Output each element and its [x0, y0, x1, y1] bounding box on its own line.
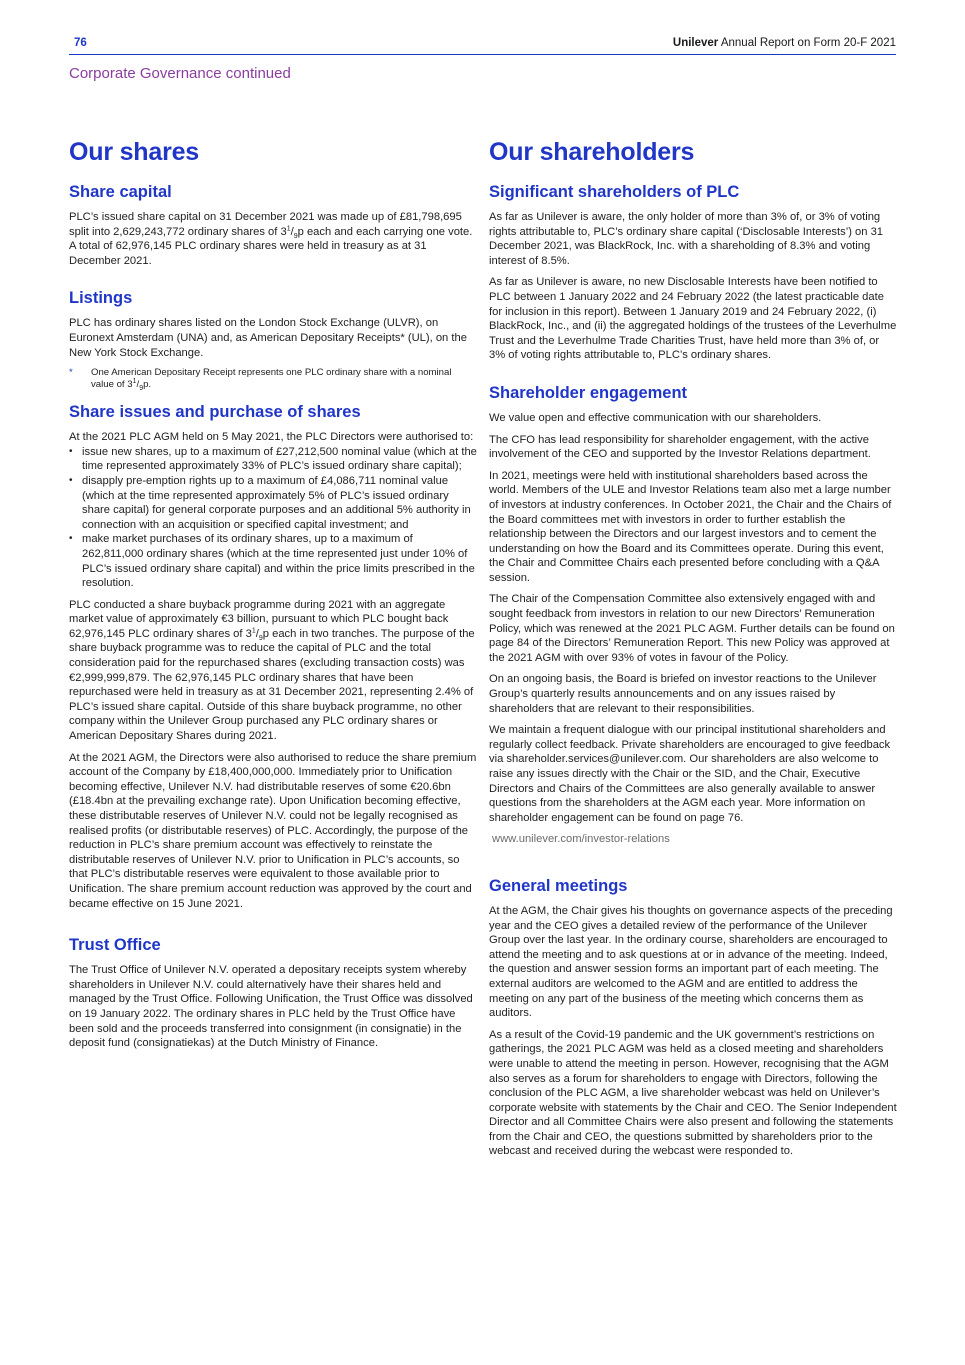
significant-paragraph-2: As far as Unilever is aware, no new Disclosable Interests have been notified to PLC between 1 January 2022 and 24 February 2022 (the latest practicable date for inclusion in this report). Between 1 January 2019 and 24 February 2022, (i) BlackRock, Inc., and (ii) the aggregated holdings of the trustees of the Leverhulme Trust and the Leverhulme Trade Charities Trust, have held more than 3% of, or 3% of voting rights attributable to, PLC’s ordinary shares. — [489, 276, 897, 362]
general-meetings-paragraph-2: As a result of the Covid-19 pandemic and the UK government’s restrictions on gatherings, the 2021 PLC AGM was held as a closed meeting and shareholders were unable to attend the meeting in person. However, recognising that the AGM also serves as a forum for shareholders to engage with Directors, following the conclusion of the PLC AGM, a live shareholder webcast was held on Unilever’s corporate website with statements by the Chair and CEO. The Senior Independent Director and all Committee Chairs were also present and following the statements from the Chair and CEO, the questions submitted by shareholders prior to the webcast and received during the webcast were responded to. — [489, 1028, 897, 1158]
buyback-paragraph: PLC conducted a share buyback programme during 2021 with an aggregate market value of approximately €3 billion, pursuant to which PLC bought back 62,976,145 PLC ordinary shares of $3^1/_9p$ each in two tranches. The purpose of the share buyback programme was to reduce the capital of PLC and the total consideration paid for the repurchased shares (excluding transaction costs) was €2,999,999,879. The 62,976,145 PLC ordinary shares that have been repurchased were held in treasury as at 31 December 2021, representing 2.4% of PLC’s issued share capital. Outside of this share buyback programme, no other company within the Unilever Group purchased any PLC ordinary shares or American Depositary Shares during 2021. — [69, 598, 475, 743]
report-title — [673, 37, 896, 49]
share-premium-paragraph: At the 2021 AGM, the Directors were also authorised to reduce the share premium account of the Company by £18,400,000,000. Immediately prior to Unification becoming effective, Unilever N.V. had distributable reserves of some €20.6bn (£18.4bn at the prevailing exchange rate). Upon Unification becoming effective, these distributable reserves of Unilever N.V. could not be legally recognised as realised profits (or distributable reserves) of PLC. Accordingly, the purpose of the reduction in PLC’s share premium account was effectively to reinstate the distributable reserves of Unilever N.V. prior to Unification in PLC’s accounts, so that PLC’s distributable reserves were equivalent to those available prior to Unification. The share premium account reduction was approved by the court and became effective on 15 June 2021. — [69, 751, 477, 910]
report-title-text: Annual Report on Form 20-F 2021 — [720, 37, 896, 49]
engagement-paragraph-3: In 2021, meetings were held with institutional shareholders based across the world. Members of the ULE and Investor Relations team also met a large number of investors at industry conferences. In October 2021, the Chair and the Chairs of the Board committees met with investors in order to further establish the relationship between the Directors and our largest investors and to cement the understanding on how the Board and its Committees operate. During this event, the Chair and Committee Chairs each presented before concluding with a Q&A session. — [489, 469, 892, 584]
page-header — [69, 36, 896, 55]
significant-shareholders-heading: Significant shareholders of PLC — [489, 183, 740, 201]
engagement-paragraph-5: On an ongoing basis, the Board is briefed on investor reactions to the Unilever Group’s quarterly results announcements and on any issues raised by shareholders that are relevant to their responsibilities. — [489, 673, 877, 715]
share-capital-paragraph: PLC’s issued share capital on 31 December 2021 was made up of £81,798,695 split into 2,629,243,772 ordinary shares of $3^1/_9p$ each and each carrying one vote. A total of 62,976,145 PLC ordinary shares were held in treasury as at 31 December 2021. — [69, 211, 473, 267]
list-item: • issue new shares, up to a maximum of £27,212,500 nominal value (which at the time represented approximately 33% of PLC’s issued ordinary share capital); — [69, 445, 477, 474]
trust-office-heading: Trust Office — [69, 936, 161, 955]
engagement-paragraph-2: The CFO has lead responsibility for shareholder engagement, with the active involvement of the CEO and supported by the Investor Relations department. — [489, 433, 871, 461]
brand-name: Unilever — [672, 37, 719, 49]
significant-paragraph-1: As far as Unilever is aware, the only holder of more than 3% of, or 3% of voting rights attributable to, PLC’s ordinary share capital (‘Disclosable Interests’) on 31 December 2021, was BlackRock, Inc. with a shareholding of 8.3% and voting interest of 8.5%. — [489, 211, 884, 267]
list-item: • disapply pre-emption rights up to a maximum of £4,086,711 nominal value (which at the time represented approximately 5% of PLC’s issued ordinary share capital) for general corporate purposes and an additional 5% authority in connection with an acquisition or specified capital investment; and — [69, 474, 477, 532]
our-shares-title: Our shares — [69, 138, 200, 166]
share-capital-heading: Share capital — [69, 183, 172, 201]
engagement-paragraph-1: We value open and effective communication with our shareholders. — [489, 411, 822, 424]
investor-relations-link[interactable]: www.unilever.com/investor-relations — [492, 833, 670, 846]
footnote-mark: * — [69, 367, 73, 379]
listings-heading: Listings — [69, 289, 133, 308]
shareholder-engagement-heading: Shareholder engagement — [489, 383, 688, 402]
general-meetings-paragraph-1: At the AGM, the Chair gives his thoughts on governance aspects of the preceding year and the CEO gives a detailed review of the performance of the Unilever Group over the last year. In the ordinary course, shareholders are encouraged to attend the meeting and to ask questions at or in advance of the meeting. Indeed, the question and answer session forms an important part of each meeting. The external auditors are welcomed to the AGM and are entitled to address the meeting on any part of the business of the meeting which concerns them as auditors. — [489, 904, 893, 1020]
engagement-paragraph-4: The Chair of the Compensation Committee also extensively engaged with and sought feedback from investors in relation to our new Directors’ Remuneration Policy, which was renewed at the 2021 PLC AGM. Further details can be found on page 84 of the Directors’ Remuneration Report. This new Policy was approved at the 2021 AGM with over 93% of votes in favour of the Policy. — [489, 593, 895, 664]
engagement-paragraph-6: We maintain a frequent dialogue with our principal institutional shareholders and regularly collect feedback. Private shareholders are encouraged to give feedback via shareholder.services@unilever.com. Our shareholders are also welcome to raise any issues directly with the Chair or the SID, and the Chair, Executive Directors and Chairs of the Committees are also generally available to answer questions from the shareholders at the AGM each year. More information on shareholder engagement can be found on page 76. — [489, 724, 891, 824]
general-meetings-heading: General meetings — [489, 876, 628, 895]
page-number: 76 — [74, 37, 87, 49]
section-label: Corporate Governance continued — [69, 65, 291, 82]
authorisations-list — [69, 445, 477, 591]
listings-paragraph: PLC has ordinary shares listed on the London Stock Exchange (ULVR), on Euronext Amsterdam (UNA) and, as American Depositary Receipts* (UL), on the New York Stock Exchange. — [69, 317, 467, 359]
share-issues-heading: Share issues and purchase of shares — [69, 403, 361, 422]
adr-footnote: * One American Depositary Receipt represents one PLC ordinary share with a nominal value of $3^1/_9p$. — [69, 367, 452, 393]
share-issues-intro: At the 2021 PLC AGM held on 5 May 2021, the PLC Directors were authorised to: — [69, 431, 474, 444]
list-item: • make market purchases of its ordinary shares, up to a maximum of 262,811,000 ordinary shares (which at the time represented just under 10% of PLC’s issued ordinary share capital) and within the price limits prescribed in the resolution. — [69, 532, 477, 590]
trust-office-paragraph: The Trust Office of Unilever N.V. operated a depositary receipts system whereby shareholders in Unilever N.V. could alternatively have their shares held and managed by the Trust Office. Following Unification, the Trust Office was dissolved on 19 January 2022. The ordinary shares in PLC held by the Trust Office have been sold and the proceeds transferred into consignment (in consignatie) in the deposit fund (consignatiekas) at the Dutch Ministry of Finance. — [69, 964, 473, 1050]
right-column — [489, 136, 897, 1166]
left-column — [69, 136, 477, 1058]
our-shareholders-title: Our shareholders — [489, 138, 695, 166]
